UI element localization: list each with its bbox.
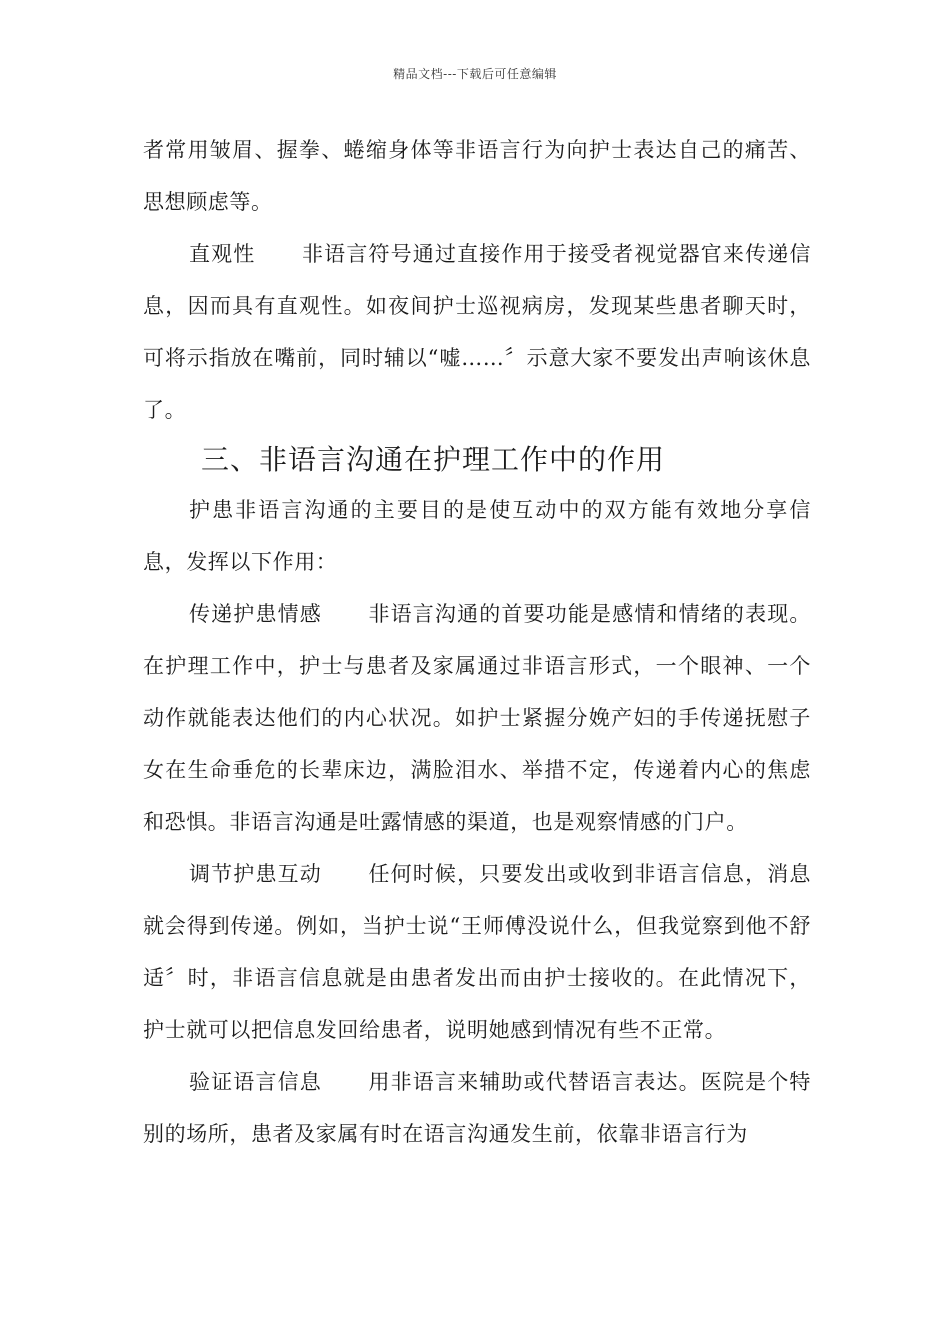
paragraph-intuitiveness <box>143 228 811 436</box>
paragraph-term: 直观性 <box>189 242 256 266</box>
paragraph-continuation: 者常用皱眉、握拳、蜷缩身体等非语言行为向护士表达自己的痛苦、思想顾虑等。 <box>143 138 811 214</box>
paragraph-body: 非语言符号通过直接作用于接受者视觉器官来传递信息，因而具有直观性。如夜间护士巡视病房，发现某些患者聊天时，可将示指放在嘴前，同时辅以“嘘……〞示意大家不要发出声响该休息了。 <box>143 242 811 422</box>
paragraph-verify-verbal <box>143 1056 811 1160</box>
page-header: 精品文档---下载后可任意编辑 <box>393 67 557 81</box>
paragraph-term: 验证语言信息 <box>189 1070 322 1094</box>
section-heading: 三、非语言沟通在护理工作中的作用 <box>201 443 666 476</box>
document-body <box>143 124 811 1160</box>
paragraph-body: 用非语言来辅助或代替语言表达。医院是个特别的场所，患者及家属有时在语言沟通发生前，依靠非语言行为 <box>143 1070 811 1146</box>
paragraph-term: 传递护患情感 <box>189 602 322 626</box>
paragraph-body: 非语言沟通的首要功能是感情和情绪的表现。在护理工作中，护士与患者及家属通过非语言形式，一个眼神、一个动作就能表达他们的内心状况。如护士紧握分娩产妇的手传递抚慰子女在生命垂危的长辈床边，满脸泪水、举措不定，传递着内心的焦虑和恐惧。非语言沟通是吐露情感的渠道，也是观察情感的门户。 <box>143 602 811 834</box>
paragraph-convey-emotion <box>143 588 811 848</box>
paragraph-intro: 护患非语言沟通的主要目的是使互动中的双方能有效地分享信息，发挥以下作用： <box>143 498 811 574</box>
paragraph-regulate-interaction <box>143 848 811 1056</box>
paragraph-body: 任何时候，只要发出或收到非语言信息，消息就会得到传递。例如，当护士说“王师傅没说什么，但我觉察到他不舒适〞时，非语言信息就是由患者发出而由护士接收的。在此情况下，护士就可以把信息发回给患者，说明她感到情况有些不正常。 <box>143 862 811 1042</box>
paragraph-term: 调节护患互动 <box>189 862 322 886</box>
